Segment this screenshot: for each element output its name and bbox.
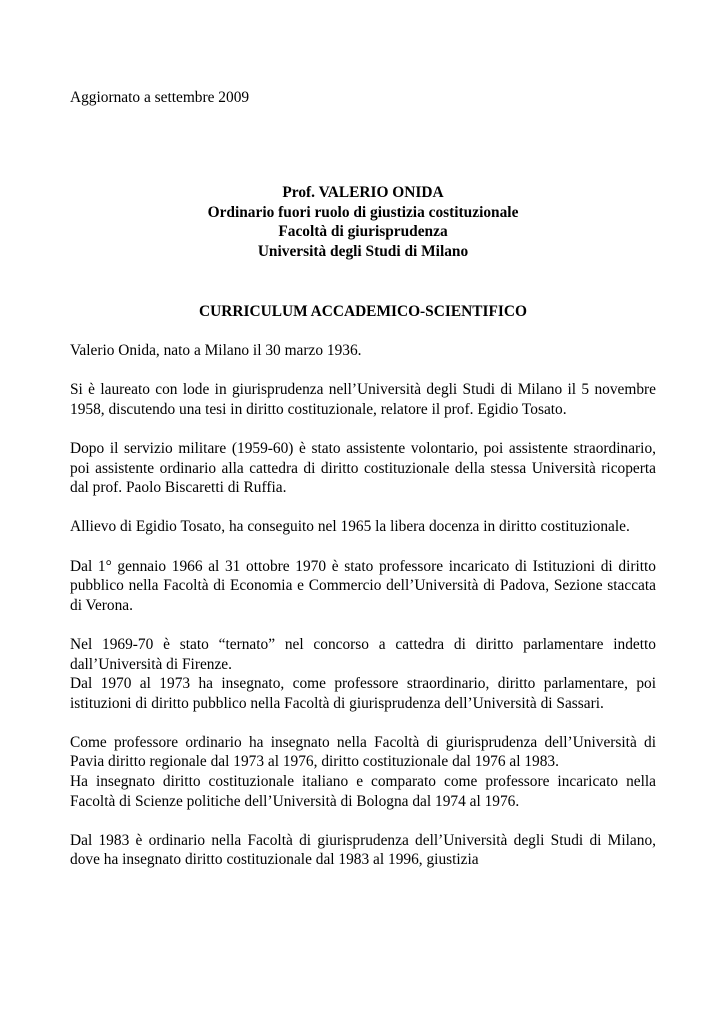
- university-name: Università degli Studi di Milano: [257, 242, 469, 260]
- cv-body: [70, 341, 656, 870]
- paragraph-milano: Dal 1983 è ordinario nella Facoltà di giurisprudenza dell’Università degli Studi di Milano, dove ha insegnato diritto costituzionale dal 1983 al 1996, giustizia: [70, 831, 656, 869]
- paragraph-bologna: Ha insegnato diritto costituzionale italiano e comparato come professore incaricato nella Facoltà di Scienze politiche dell’Università di Bologna dal 1974 al 1976.: [70, 773, 656, 810]
- paragraph-docenza: Allievo di Egidio Tosato, ha conseguito nel 1965 la libera docenza in diritto costituzionale.: [70, 518, 630, 536]
- paragraph-pavia: Come professore ordinario ha insegnato nella Facoltà di giurisprudenza dell’Università di Pavia diritto regionale dal 1973 al 1976, diritto costituzionale dal 1976 al 1983.: [70, 733, 656, 771]
- paragraph-sassari: Dal 1970 al 1973 ha insegnato, come professore straordinario, diritto parlamentare, poi istituzioni di diritto pubblico nella Facoltà di giurisprudenza dell’Università di Sassari.: [70, 675, 656, 712]
- paragraph-padova: Dal 1° gennaio 1966 al 31 ottobre 1970 è stato professore incaricato di Istituzioni di diritto pubblico nella Facoltà di Economia e Commercio dell’Università di Padova, Sezione staccata di Verona.: [70, 557, 656, 614]
- heading-block: [70, 183, 656, 261]
- cv-title: CURRICULUM ACCADEMICO-SCIENTIFICO: [199, 303, 527, 320]
- paragraph-firenze: Nel 1969-70 è stato “ternato” nel concorso a cattedra di diritto parlamentare indetto dall’Università di Firenze.: [70, 635, 656, 673]
- paragraph-birth: Valerio Onida, nato a Milano il 30 marzo 1936.: [70, 342, 362, 359]
- professor-name: Prof. VALERIO ONIDA: [282, 184, 444, 201]
- paragraph-degree: Si è laureato con lode in giurisprudenza nell’Università degli Studi di Milano il 5 novembre 1958, discutendo una tesi in diritto costituzionale, relatore il prof. Egidio Tosato.: [70, 381, 656, 418]
- update-date: Aggiornato a settembre 2009: [70, 89, 250, 106]
- professor-role: Ordinario fuori ruolo di giustizia costituzionale: [207, 203, 519, 221]
- document-page: [70, 0, 656, 1024]
- faculty-name: Facoltà di giurisprudenza: [278, 223, 448, 241]
- paragraph-assistant: Dopo il servizio militare (1959-60) è stato assistente volontario, poi assistente straordinario, poi assistente ordinario alla cattedra di diritto costituzionale della stessa Università ricoperta dal prof. Paolo Biscaretti di Ruffia.: [70, 439, 656, 497]
